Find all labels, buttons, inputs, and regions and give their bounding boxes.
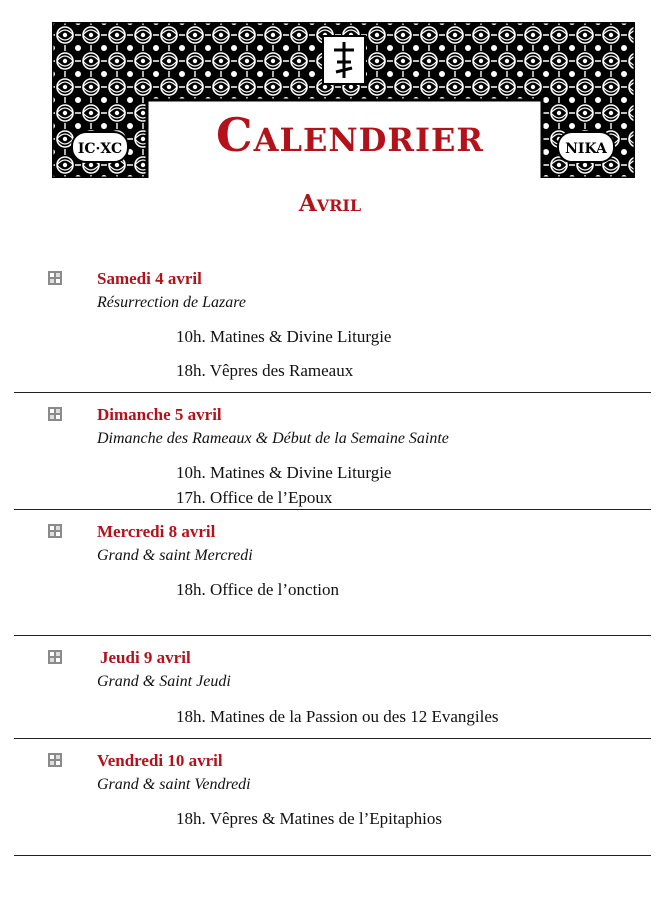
divider	[14, 509, 651, 510]
event-service: 18h. Vêpres & Matines de l’Epitaphios	[176, 809, 442, 828]
event-feast: Grand & saint Mercredi	[97, 547, 253, 564]
event-service: 10h. Matines & Divine Liturgie	[176, 327, 392, 346]
event-service: 18h. Vêpres des Rameaux	[176, 361, 354, 380]
event-day: Samedi 4 avril	[97, 269, 202, 288]
calendar-icon	[48, 407, 62, 421]
event-service: 10h. Matines & Divine Liturgie	[176, 463, 392, 482]
event-service: 17h. Office de l’Epoux	[176, 488, 333, 507]
divider	[14, 635, 651, 636]
right-seal-text: NIKA	[565, 141, 607, 157]
event-feast: Grand & Saint Jeudi	[97, 673, 231, 690]
calendar-icon	[48, 753, 62, 767]
event-day: Vendredi 10 avril	[97, 751, 223, 770]
event-feast: Dimanche des Rameaux & Début de la Semaine Sainte	[97, 430, 449, 447]
event-service: 18h. Matines de la Passion ou des 12 Evangiles	[176, 707, 499, 726]
divider	[14, 738, 651, 739]
calendar-icon	[48, 524, 62, 538]
event-service: 18h. Office de l’onction	[176, 580, 340, 599]
page-title: Calendrier	[216, 108, 484, 162]
event-feast: Résurrection de Lazare	[97, 294, 247, 311]
divider	[14, 392, 651, 393]
divider	[14, 855, 651, 856]
left-seal-text: IC·XC	[77, 141, 123, 157]
calendar-icon	[48, 650, 62, 664]
month-subtitle: Avril	[298, 190, 362, 217]
event-day: Mercredi 8 avril	[97, 522, 216, 541]
event-feast: Grand & saint Vendredi	[97, 776, 251, 793]
event-day: Jeudi 9 avril	[100, 648, 191, 667]
calendar-icon	[48, 271, 62, 285]
event-day: Dimanche 5 avril	[97, 405, 222, 424]
